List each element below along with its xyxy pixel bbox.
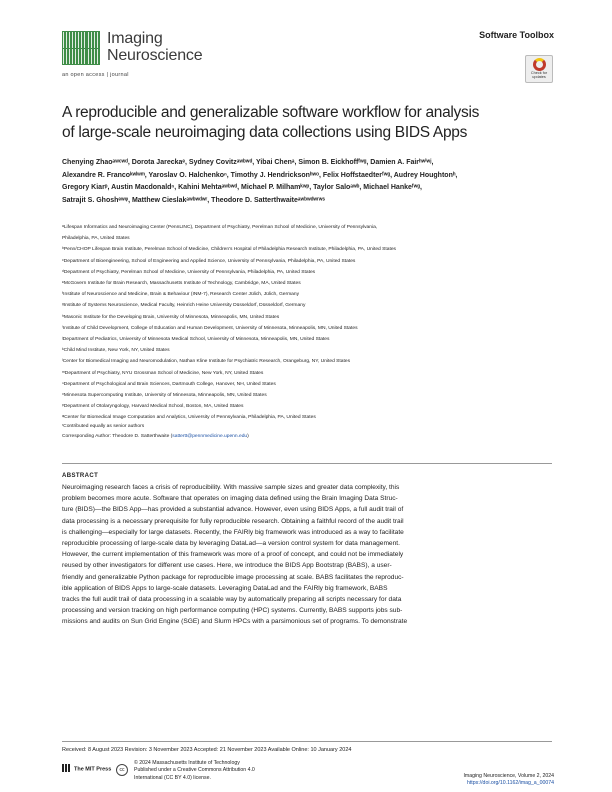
affiliation-item: ᵐDepartment of Psychiatry, NYU Grossman School of Medicine, New York, NY, United States [62,370,264,376]
abstract-heading: ABSTRACT [62,473,99,479]
license-text [134,760,334,782]
doi-link[interactable]: https://doi.org/10.1162/imag_a_00074 [466,780,554,787]
license-line: Published under a Creative Commons Attribution 4.0 [134,767,255,774]
journal-name-line1: Imaging [107,30,163,47]
abstract-line: reused by other investigators for different use cases. Here, we introduce the BIDS App Bootstrap (BABS), a user- [62,562,392,570]
abstract-line: is challenging—especially for large datasets. Recently, the FAIRly big framework was introduced as a way to facilitate [62,528,404,536]
journal-name [107,30,202,64]
journal-subtitle: an open access | journal [62,72,129,78]
abstract-line: Neuroimaging research faces a crisis of reproducibility. With massive sample sizes and greater data complexity, this [62,484,400,491]
contributed-note: ʳContributed equally as senior authors [62,424,145,429]
affiliation-item: ᵇPenn/CHOP Lifespan Brain Institute, Perelman School of Medicine, Children's Hospital of Philadelphia Research Institute, Philadelphia, PA, United States [62,247,396,253]
crossmark-icon[interactable] [525,55,553,83]
affiliation-item: ⁿDepartment of Psychological and Brain Sciences, Dartmouth College, Hanover, NH, United States [62,381,276,387]
author-line: Gregory Kiarᵖ, Austin Macdonaldⁿ, Kahini Mehtaᵃʷᵇʷᵈ, Michael P. Milhamᵏʷᵖ, Taylor Saloᵃʷᵇ, Michael Hankeᶠʷᵍ, [62,184,422,191]
journal-name-line2: Neuroscience [107,47,203,64]
crossmark-ring [533,58,546,71]
corresponding-close: ) [247,434,249,439]
affiliation-item: ᶜDepartment of Bioengineering, School of Engineering and Applied Science, University of Pennsylvania, Philadelphia, PA, United States [62,258,356,264]
crossmark-label: Check for updates [530,71,548,80]
affiliation-item: ᶠInstitute of Neuroscience and Medicine, Brain & Behaviour (INM-7), Research Center Jülich, Jülich, Germany [62,292,300,298]
divider [62,463,552,464]
affiliation-item: ᵖDepartment of Otolaryngology, Harvard Medical School, Boston, MA, United States [62,404,244,410]
author-line: Chenying Zhaoᵃʷᶜʷᵈ, Dorota Jareckaᵉ, Sydney Covitzᵃʷᵇʷᵈ, Yibai Chenᵃ, Simon B. Eickhoffᶠʷᵍ, Damien A. Fairʰʷⁱʷʲ, [62,159,434,166]
affiliation-item: Philadelphia, PA, United States [62,236,130,242]
affiliation-item: ʰMasonic Institute for the Developing Brain, University of Minnesota, Minneapolis, MN, United States [62,314,280,320]
author-list [62,157,552,207]
abstract-line: problem becomes more acute. Software that operates on imaging data defined using the Brain Imaging Data Struc- [62,495,398,503]
abstract-line: tracks the full audit trail of data processing in a scalable way by automatically preparing all scripts necessary for data [62,596,402,604]
abstract-line: However, the current implementation of this framework was more of a proof of concept, and could not be immediately [62,551,404,559]
citation-info [463,773,554,788]
abstract-line: processing and version tracking on high performance computing (HPC) systems. Currently, BABS supports jobs sub- [62,607,403,615]
journal-logo-icon [62,31,100,65]
affiliation-item: ⁱInstitute of Child Development, College of Education and Human Development, University of Minnesota, Minneapolis, MN, United States [62,325,358,331]
abstract-line: friendly and generalizable Python package for reproducible image processing at scale. BABS facilitates the reproduc- [62,573,404,581]
title-line2: of large-scale neuroimaging data collections using BIDS Apps [62,124,468,141]
affiliation-item: ˡCenter for Biomedical Imaging and Neuromodulation, Nathan Kline Institute for Psychiatric Research, Orangeburg, NY, United States [62,359,351,365]
license-line: © 2024 Massachusetts Institute of Technology [134,760,240,766]
section-label: Software Toolbox [479,30,554,40]
affiliation-item: ᵈDepartment of Psychiatry, Perelman School of Medicine, University of Pennsylvania, Philadelphia, PA, United States [62,269,316,275]
affiliation-item: ᵃLifespan Informatics and Neuroimaging Center (PennLINC), Department of Psychiatry, Perelman School of Medicine, University of Pennsylvania, [62,225,378,230]
affiliation-item: ᵒMinnesota Supercomputing Institute, University of Minnesota, Minneapolis, MN, United States [62,393,267,399]
corresponding-author [62,434,249,439]
publication-dates: Received: 8 August 2023 Revision: 3 November 2023 Accepted: 21 November 2023 Available Online: 10 January 2024 [62,747,352,753]
abstract-line: reproducible processing of large-scale data by leveraging DataLad—a version control system for data management. [62,540,400,548]
license-line: International (CC BY 4.0) license. [134,774,211,781]
affiliation-item: ᵠCenter for Biomedical Image Computation and Analytics, University of Pennsylvania, Philadelphia, PA, United States [62,415,316,421]
affiliation-item: ʲDepartment of Pediatrics, University of Minnesota Medical School, University of Minnesota, Minneapolis, MN, United States [62,337,330,343]
affiliation-item: ᵉMcGovern Institute for Brain Research, Massachusetts Institute of Technology, Cambridge, MA, United States [62,281,301,287]
abstract-body [62,482,552,628]
journal-volume: Imaging Neuroscience, Volume 2, 2024 [463,773,554,779]
article-title [62,103,542,143]
mit-press-icon [62,764,71,774]
corresponding-label: Corresponding Author: Theodore D. Satterthwaite ( [62,434,173,439]
affiliation-item: ᵍInstitute of Systems Neuroscience, Medical Faculty, Heinrich Heine University Düsseldorf, Düsseldorf, Germany [62,303,306,309]
footer-divider [62,741,552,742]
abstract-line: missions and audits on Sun Grid Engine (SGE) and Slurm HPCs with a parsimonious set of programs. To demonstrate [62,618,408,626]
author-line: Satrajit S. Ghoshᵉʷᵠ, Matthew Cieslakᵃʷᵇʷᵈʷʳ, Theodore D. Satterthwaiteᵃʷᵇʷᵈʷʳʷˢ [62,196,326,204]
title-line1: A reproducible and generalizable software workflow for analysis [62,104,480,121]
corresponding-email-link[interactable]: sattertt@pennmedicine.upenn.edu [172,434,248,439]
affiliation-item: ᵏChild Mind Institute, New York, NY, United States [62,348,170,354]
affiliation-list [62,222,552,424]
author-line: Alexandre R. Francoᵏʷˡʷᵐ, Yaroslav O. Halchenkoⁿ, Timothy J. Hendricksonʰʷᵒ, Felix Hoffstaedterᶠʷᵍ, Audrey Houghtonʰ, [62,171,458,179]
publisher-logo [62,764,118,774]
cc-license-icon: cc [116,764,128,776]
abstract-line: data processing is a necessary prerequisite for fully reproducible research. Obtaining a faithful record of the audit trail [62,517,404,525]
abstract-line: ture (BIDS)—the BIDS App—has provided a substantial advance. However, even using BIDS Apps, a full audit trail of [62,506,404,514]
publisher-name: The MIT Press [74,766,112,773]
abstract-line: ible application of BIDS Apps to large-scale datasets. Leveraging DataLad and the FAIRly big framework, BABS [62,584,388,592]
